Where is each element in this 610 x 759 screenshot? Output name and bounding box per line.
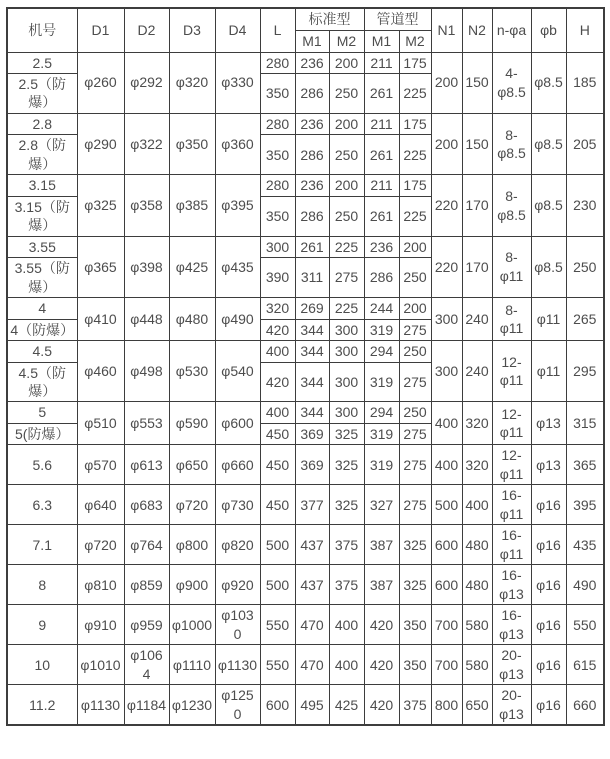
diameter-cell: φ398	[124, 236, 169, 297]
table-row	[7, 341, 604, 362]
value-cell: 300	[329, 402, 364, 423]
machine-no-cell: 5.6	[7, 445, 77, 485]
machine-no-cell: 2.8	[7, 113, 77, 134]
diameter-cell: φ460	[77, 341, 124, 402]
value-cell: φ11	[531, 341, 566, 402]
diameter-cell: φ365	[77, 236, 124, 297]
value-cell: φ8.5	[531, 236, 566, 297]
value-cell: 600	[431, 565, 462, 605]
machine-no-cell: 2.5	[7, 52, 77, 73]
value-cell: φ16	[531, 525, 566, 565]
value-cell: 236	[295, 52, 329, 73]
value-cell: 420	[364, 645, 399, 685]
value-cell: 387	[364, 525, 399, 565]
value-cell: 700	[431, 605, 462, 645]
diameter-cell: φ290	[77, 113, 124, 174]
value-cell: 12-φ11	[492, 445, 531, 485]
value-cell: 20-φ13	[492, 645, 531, 685]
value-cell: 420	[260, 362, 295, 402]
value-cell: 350	[260, 73, 295, 113]
value-cell: 365	[566, 445, 604, 485]
value-cell: φ16	[531, 565, 566, 605]
table-row	[7, 298, 604, 319]
value-cell: 300	[329, 319, 364, 340]
value-cell: 16-φ13	[492, 565, 531, 605]
value-cell: 8-φ11	[492, 298, 531, 341]
table-row	[7, 402, 604, 423]
value-cell: 490	[566, 565, 604, 605]
value-cell: 225	[399, 135, 431, 175]
value-cell: φ650	[169, 445, 215, 485]
value-cell: φ900	[169, 565, 215, 605]
value-cell: 275	[399, 319, 431, 340]
value-cell: 8-φ8.5	[492, 113, 531, 174]
value-cell: φ16	[531, 645, 566, 685]
value-cell: 185	[566, 52, 604, 113]
value-cell: 369	[295, 445, 329, 485]
value-cell: 275	[399, 445, 431, 485]
diameter-cell: φ395	[215, 175, 260, 236]
value-cell: 450	[260, 423, 295, 444]
value-cell: 480	[462, 525, 492, 565]
value-cell: φ683	[124, 485, 169, 525]
diameter-cell: φ540	[215, 341, 260, 402]
machine-no-cell: 4.5	[7, 341, 77, 362]
machine-no-cell: 6.3	[7, 485, 77, 525]
value-cell: 250	[329, 196, 364, 236]
value-cell: φ1064	[124, 645, 169, 685]
value-cell: 286	[295, 135, 329, 175]
value-cell: φ720	[169, 485, 215, 525]
value-cell: φ13	[531, 445, 566, 485]
diameter-cell: φ260	[77, 52, 124, 113]
value-cell: 240	[462, 341, 492, 402]
value-cell: 650	[462, 685, 492, 725]
value-cell: 350	[260, 135, 295, 175]
value-cell: φ570	[77, 445, 124, 485]
value-cell: 311	[295, 258, 329, 298]
value-cell: 265	[566, 298, 604, 341]
value-cell: 325	[399, 565, 431, 605]
value-cell: 200	[399, 298, 431, 319]
machine-no-cell: 3.15（防爆）	[7, 196, 77, 236]
value-cell: 269	[295, 298, 329, 319]
value-cell: φ820	[215, 525, 260, 565]
header-m2-pipe: M2	[399, 30, 431, 52]
value-cell: 300	[260, 236, 295, 257]
header-row-1	[7, 8, 604, 30]
diameter-cell: φ322	[124, 113, 169, 174]
value-cell: φ8.5	[531, 52, 566, 113]
table-row	[7, 525, 604, 565]
value-cell: 236	[295, 113, 329, 134]
value-cell: φ613	[124, 445, 169, 485]
value-cell: φ1110	[169, 645, 215, 685]
value-cell: 150	[462, 52, 492, 113]
value-cell: φ1030	[215, 605, 260, 645]
value-cell: 550	[260, 605, 295, 645]
value-cell: 250	[329, 73, 364, 113]
value-cell: φ859	[124, 565, 169, 605]
value-cell: 377	[295, 485, 329, 525]
machine-no-cell: 5(防爆）	[7, 423, 77, 444]
value-cell: 236	[295, 175, 329, 196]
value-cell: 211	[364, 113, 399, 134]
value-cell: 350	[399, 645, 431, 685]
value-cell: 170	[462, 236, 492, 297]
machine-no-cell: 4.5（防爆）	[7, 362, 77, 402]
header-n-phi-a: n-φa	[492, 8, 531, 52]
value-cell: 200	[329, 52, 364, 73]
value-cell: 420	[364, 685, 399, 725]
diameter-cell: φ360	[215, 113, 260, 174]
value-cell: 286	[364, 258, 399, 298]
value-cell: 327	[364, 485, 399, 525]
value-cell: 295	[566, 341, 604, 402]
value-cell: 395	[566, 485, 604, 525]
value-cell: 300	[431, 341, 462, 402]
value-cell: 200	[329, 113, 364, 134]
diameter-cell: φ590	[169, 402, 215, 445]
value-cell: 250	[329, 135, 364, 175]
diameter-cell: φ410	[77, 298, 124, 341]
value-cell: 550	[566, 605, 604, 645]
value-cell: 470	[295, 645, 329, 685]
machine-no-cell: 2.8（防爆）	[7, 135, 77, 175]
header-d1: D1	[77, 8, 124, 52]
diameter-cell: φ553	[124, 402, 169, 445]
value-cell: φ764	[124, 525, 169, 565]
value-cell: 500	[260, 525, 295, 565]
table-row	[7, 445, 604, 485]
header-machine-no: 机号	[7, 8, 77, 52]
machine-no-cell: 2.5（防爆）	[7, 73, 77, 113]
diameter-cell: φ490	[215, 298, 260, 341]
value-cell: 286	[295, 73, 329, 113]
value-cell: 580	[462, 645, 492, 685]
value-cell: 325	[329, 485, 364, 525]
table-row	[7, 685, 604, 725]
value-cell: 275	[329, 258, 364, 298]
value-cell: 325	[329, 445, 364, 485]
value-cell: 500	[431, 485, 462, 525]
header-n1: N1	[431, 8, 462, 52]
value-cell: 275	[399, 362, 431, 402]
header-d4: D4	[215, 8, 260, 52]
header-m1-standard: M1	[295, 30, 329, 52]
value-cell: 425	[329, 685, 364, 725]
diameter-cell: φ330	[215, 52, 260, 113]
diameter-cell: φ320	[169, 52, 215, 113]
value-cell: 286	[295, 196, 329, 236]
header-h: H	[566, 8, 604, 52]
value-cell: 400	[431, 445, 462, 485]
value-cell: 261	[295, 236, 329, 257]
value-cell: φ1230	[169, 685, 215, 725]
value-cell: 319	[364, 362, 399, 402]
value-cell: 450	[260, 445, 295, 485]
value-cell: 205	[566, 113, 604, 174]
value-cell: 369	[295, 423, 329, 444]
value-cell: 320	[462, 445, 492, 485]
header-m2-standard: M2	[329, 30, 364, 52]
value-cell: 250	[566, 236, 604, 297]
value-cell: 250	[399, 402, 431, 423]
value-cell: 325	[399, 525, 431, 565]
value-cell: 175	[399, 113, 431, 134]
value-cell: 200	[399, 236, 431, 257]
value-cell: 400	[462, 485, 492, 525]
value-cell: 375	[329, 525, 364, 565]
value-cell: 220	[431, 175, 462, 236]
value-cell: 275	[399, 423, 431, 444]
machine-no-cell: 3.55（防爆）	[7, 258, 77, 298]
value-cell: φ1250	[215, 685, 260, 725]
header-d2: D2	[124, 8, 169, 52]
machine-no-cell: 8	[7, 565, 77, 605]
value-cell: 294	[364, 341, 399, 362]
value-cell: 400	[260, 402, 295, 423]
value-cell: 244	[364, 298, 399, 319]
value-cell: φ11	[531, 298, 566, 341]
value-cell: 8-φ11	[492, 236, 531, 297]
diameter-cell: φ350	[169, 113, 215, 174]
value-cell: 344	[295, 402, 329, 423]
machine-no-cell: 3.55	[7, 236, 77, 257]
value-cell: 240	[462, 298, 492, 341]
value-cell: 12-φ11	[492, 341, 531, 402]
value-cell: 437	[295, 565, 329, 605]
value-cell: 211	[364, 52, 399, 73]
value-cell: 261	[364, 135, 399, 175]
value-cell: φ660	[215, 445, 260, 485]
value-cell: 175	[399, 175, 431, 196]
diameter-cell: φ435	[215, 236, 260, 297]
value-cell: 170	[462, 175, 492, 236]
value-cell: φ16	[531, 485, 566, 525]
value-cell: φ959	[124, 605, 169, 645]
diameter-cell: φ498	[124, 341, 169, 402]
value-cell: 315	[566, 402, 604, 445]
diameter-cell: φ325	[77, 175, 124, 236]
table-row	[7, 485, 604, 525]
value-cell: 450	[260, 485, 295, 525]
header-m1-pipe: M1	[364, 30, 399, 52]
value-cell: 300	[431, 298, 462, 341]
diameter-cell: φ530	[169, 341, 215, 402]
value-cell: 261	[364, 73, 399, 113]
diameter-cell: φ385	[169, 175, 215, 236]
value-cell: 319	[364, 423, 399, 444]
value-cell: φ1010	[77, 645, 124, 685]
value-cell: 150	[462, 113, 492, 174]
table-body	[7, 52, 604, 725]
value-cell: 16-φ11	[492, 485, 531, 525]
header-phi-b: φb	[531, 8, 566, 52]
diameter-cell: φ480	[169, 298, 215, 341]
value-cell: 400	[431, 402, 462, 445]
value-cell: 550	[260, 645, 295, 685]
value-cell: 280	[260, 113, 295, 134]
diameter-cell: φ425	[169, 236, 215, 297]
value-cell: 375	[329, 565, 364, 605]
value-cell: 400	[260, 341, 295, 362]
fan-dimension-table	[6, 7, 605, 726]
value-cell: 420	[260, 319, 295, 340]
value-cell: 220	[431, 236, 462, 297]
machine-no-cell: 10	[7, 645, 77, 685]
table-row	[7, 175, 604, 196]
machine-no-cell: 9	[7, 605, 77, 645]
value-cell: 300	[329, 341, 364, 362]
value-cell: 615	[566, 645, 604, 685]
value-cell: 420	[364, 605, 399, 645]
diameter-cell: φ600	[215, 402, 260, 445]
value-cell: 580	[462, 605, 492, 645]
value-cell: 230	[566, 175, 604, 236]
value-cell: 350	[260, 196, 295, 236]
value-cell: φ13	[531, 402, 566, 445]
value-cell: 344	[295, 341, 329, 362]
value-cell: 470	[295, 605, 329, 645]
value-cell: 280	[260, 175, 295, 196]
value-cell: 344	[295, 319, 329, 340]
value-cell: 225	[329, 298, 364, 319]
value-cell: 480	[462, 565, 492, 605]
value-cell: 400	[329, 645, 364, 685]
table-header	[7, 8, 604, 52]
value-cell: φ8.5	[531, 113, 566, 174]
value-cell: φ16	[531, 685, 566, 725]
value-cell: 800	[431, 685, 462, 725]
machine-no-cell: 3.15	[7, 175, 77, 196]
value-cell: 200	[431, 113, 462, 174]
value-cell: 495	[295, 685, 329, 725]
value-cell: 294	[364, 402, 399, 423]
value-cell: 390	[260, 258, 295, 298]
value-cell: 225	[399, 73, 431, 113]
value-cell: 250	[399, 258, 431, 298]
value-cell: 175	[399, 52, 431, 73]
table-row	[7, 236, 604, 257]
header-l: L	[260, 8, 295, 52]
value-cell: 250	[399, 341, 431, 362]
value-cell: 8-φ8.5	[492, 175, 531, 236]
value-cell: 20-φ13	[492, 685, 531, 725]
value-cell: 319	[364, 445, 399, 485]
value-cell: φ16	[531, 605, 566, 645]
value-cell: φ1184	[124, 685, 169, 725]
value-cell: 16-φ11	[492, 525, 531, 565]
value-cell: 600	[431, 525, 462, 565]
value-cell: 350	[399, 605, 431, 645]
header-pipe-type: 管道型	[364, 8, 431, 30]
value-cell: 700	[431, 645, 462, 685]
value-cell: φ1000	[169, 605, 215, 645]
value-cell: φ730	[215, 485, 260, 525]
value-cell: 344	[295, 362, 329, 402]
value-cell: 437	[295, 525, 329, 565]
machine-no-cell: 4	[7, 298, 77, 319]
value-cell: 225	[329, 236, 364, 257]
table-row	[7, 565, 604, 605]
value-cell: 320	[260, 298, 295, 319]
value-cell: 319	[364, 319, 399, 340]
table-row	[7, 605, 604, 645]
value-cell: φ640	[77, 485, 124, 525]
value-cell: φ720	[77, 525, 124, 565]
diameter-cell: φ292	[124, 52, 169, 113]
value-cell: 600	[260, 685, 295, 725]
machine-no-cell: 7.1	[7, 525, 77, 565]
value-cell: 16-φ13	[492, 605, 531, 645]
value-cell: φ1130	[215, 645, 260, 685]
header-standard-type: 标准型	[295, 8, 364, 30]
diameter-cell: φ510	[77, 402, 124, 445]
value-cell: φ1130	[77, 685, 124, 725]
value-cell: 325	[329, 423, 364, 444]
value-cell: φ920	[215, 565, 260, 605]
value-cell: 280	[260, 52, 295, 73]
value-cell: φ810	[77, 565, 124, 605]
value-cell: 500	[260, 565, 295, 605]
value-cell: 200	[431, 52, 462, 113]
value-cell: 225	[399, 196, 431, 236]
value-cell: 375	[399, 685, 431, 725]
value-cell: 12-φ11	[492, 402, 531, 445]
table-row	[7, 113, 604, 134]
value-cell: 261	[364, 196, 399, 236]
value-cell: 4-φ8.5	[492, 52, 531, 113]
machine-no-cell: 4（防爆）	[7, 319, 77, 340]
value-cell: 435	[566, 525, 604, 565]
value-cell: φ800	[169, 525, 215, 565]
value-cell: 236	[364, 236, 399, 257]
value-cell: 275	[399, 485, 431, 525]
value-cell: 211	[364, 175, 399, 196]
header-n2: N2	[462, 8, 492, 52]
machine-no-cell: 5	[7, 402, 77, 423]
table-row	[7, 645, 604, 685]
value-cell: 387	[364, 565, 399, 605]
value-cell: 320	[462, 402, 492, 445]
value-cell: 200	[329, 175, 364, 196]
table-row	[7, 52, 604, 73]
machine-no-cell: 11.2	[7, 685, 77, 725]
value-cell: 300	[329, 362, 364, 402]
value-cell: 400	[329, 605, 364, 645]
diameter-cell: φ358	[124, 175, 169, 236]
diameter-cell: φ448	[124, 298, 169, 341]
header-d3: D3	[169, 8, 215, 52]
value-cell: 660	[566, 685, 604, 725]
value-cell: φ8.5	[531, 175, 566, 236]
value-cell: φ910	[77, 605, 124, 645]
